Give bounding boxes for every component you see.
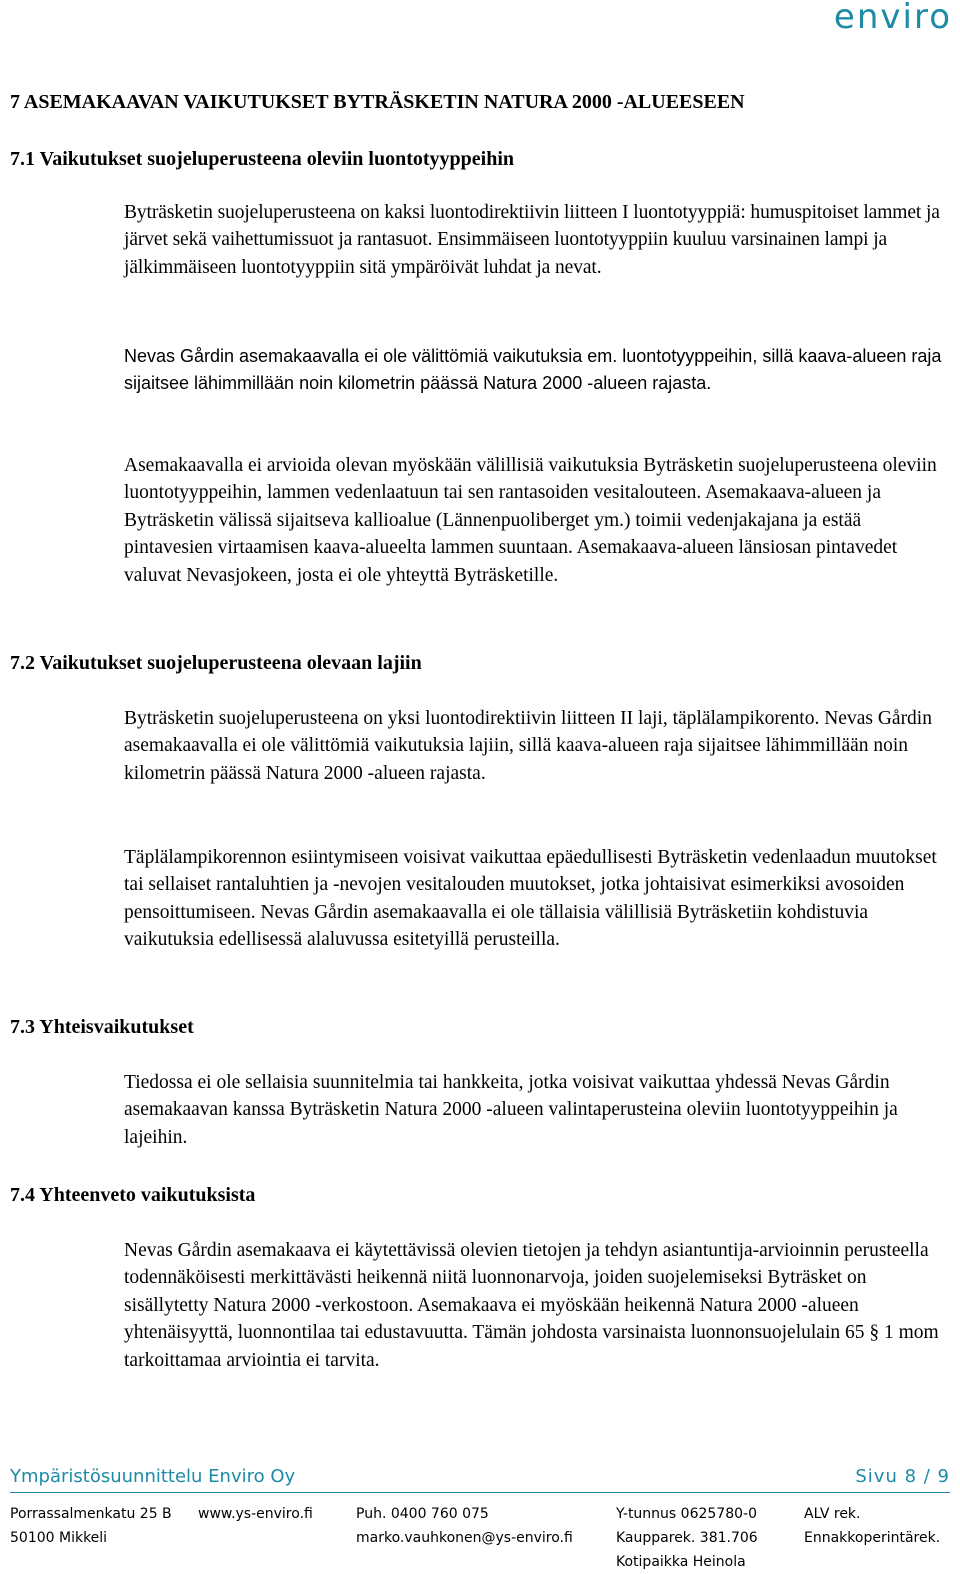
paragraph-2: Nevas Gårdin asemakaavalla ei ole välittömiä vaikutuksia em. luontotyyppeihin, sillä kaava-alueen raja sijaitsee lähimmillään noin kilometrin päässä Natura 2000 -alueen rajasta. xyxy=(124,346,942,394)
paragraph-6: Tiedossa ei ole sellaisia suunnitelmia tai hankkeita, jotka voisivat vaikuttaa yhdessä Nevas Gårdin asemakaavan kanssa Byträsketin Natura 2000 -alueen valintaperusteina oleviin luontotyyppeihin ja lajeihin. xyxy=(124,1072,898,1148)
website-link[interactable]: www.ys-enviro.fi xyxy=(198,1506,313,1522)
enviro-logo: enviro xyxy=(833,0,952,37)
section-heading-7-2: 7.2 Vaikutukset suojeluperusteena olevaan lajiin xyxy=(10,652,422,674)
section-heading-7-3: 7.3 Yhteisvaikutukset xyxy=(10,1016,194,1038)
footer-contact xyxy=(356,1502,573,1550)
paragraph-7: Nevas Gårdin asemakaava ei käytettävissä olevien tietojen ja tehdyn asiantuntija-arvioinnin perusteella todennäköisesti merkittävästi heikennä niitä luonnonarvoja, joiden suojelemiseksi Byträsket on sisällytetty Natura 2000 -verkostoon. Asemakaava ei myöskään heikennä Natura 2000 -alueen yhtenäisyyttä, luonnontilaa tai edustavuutta. Tämän johdosta varsinaista luonnonsuojelulain 65 § 1 mom tarkoittamaa arviointia ei tarvita. xyxy=(124,1240,939,1371)
paragraph-4: Byträsketin suojeluperusteena on yksi luontodirektiivin liitteen II laji, täplälampikorento. Nevas Gårdin asemakaavalla ei ole välittömiä vaikutuksia lajiin, sillä kaava-alueen raja sijaitsee lähimmillään noin kilometrin päässä Natura 2000 -alueen rajasta. xyxy=(124,708,932,784)
paragraph-3: Asemakaavalla ei arvioida olevan myöskään välillisiä vaikutuksia Byträsketin suojeluperusteena oleviin luontotyyppeihin, lammen vedenlaatuun tai sen rantasoiden vesitalouteen. Asemakaava-alueen ja Byträsketin välissä sijaitseva kallioalue (Lännenpuoliberget ym.) toimii vedenjakajana ja estää pintavesien virtaamisen kaava-alueelta lammen suuntaan. Asemakaava-alueen länsiosan pintavedet valuvat Nevasjokeen, josta ei ole yhteyttä Byträsketille. xyxy=(124,455,937,586)
vat-register: ALV rek. xyxy=(804,1506,861,1522)
footer-web xyxy=(198,1502,313,1526)
paragraph-5: Täplälampikorennon esiintymiseen voisivat vaikuttaa epäedullisesti Byträsketin vedenlaadun muutokset tai sellaiset rantaluhtien ja -nevojen vesitalouden muutokset, jotka johtaisivat esimerkiksi avosoiden pensoittumiseen. Nevas Gårdin asemakaavalla ei ole tällaisia välillisiä Byträsketiin kohdistuvia vaikutuksia edellisessä alaluvussa esitetyillä perusteilla. xyxy=(124,847,937,951)
prepayment-register: Ennakkoperintärek. xyxy=(804,1530,941,1546)
section-heading-7: 7 ASEMAKAAVAN VAIKUTUKSET BYTRÄSKETIN NATURA 2000 -ALUEESEEN xyxy=(10,91,745,113)
address-line-1: Porrassalmenkatu 25 B xyxy=(10,1506,172,1522)
email-link[interactable]: marko.vauhkonen@ys-enviro.fi xyxy=(356,1530,573,1546)
footer-address xyxy=(10,1502,172,1550)
address-line-2: 50100 Mikkeli xyxy=(10,1530,108,1546)
section-heading-7-1: 7.1 Vaikutukset suojeluperusteena oleviin luontotyyppeihin xyxy=(10,148,514,170)
footer-registry xyxy=(616,1502,758,1574)
footer-company: Ympäristösuunnittelu Enviro Oy xyxy=(10,1466,296,1487)
domicile: Kotipaikka Heinola xyxy=(616,1554,746,1570)
trade-register: Kaupparek. 381.706 xyxy=(616,1530,758,1546)
business-id: Y-tunnus 0625780-0 xyxy=(616,1506,757,1522)
paragraph-1: Byträsketin suojeluperusteena on kaksi luontodirektiivin liitteen I luontotyyppiä: humuspitoiset lammet ja järvet sekä vaihettumissuot ja rantasuot. Ensimmäiseen luontotyyppiin kuuluu varsinainen lampi ja jälkimmäiseen luontotyyppiin sitä ympäröivät luhdat ja nevat. xyxy=(124,202,940,278)
footer-tax xyxy=(804,1502,940,1550)
footer-divider xyxy=(10,1492,950,1493)
page-number: Sivu 8 / 9 xyxy=(855,1466,950,1487)
section-heading-7-4: 7.4 Yhteenveto vaikutuksista xyxy=(10,1184,256,1206)
phone-number: Puh. 0400 760 075 xyxy=(356,1506,489,1522)
